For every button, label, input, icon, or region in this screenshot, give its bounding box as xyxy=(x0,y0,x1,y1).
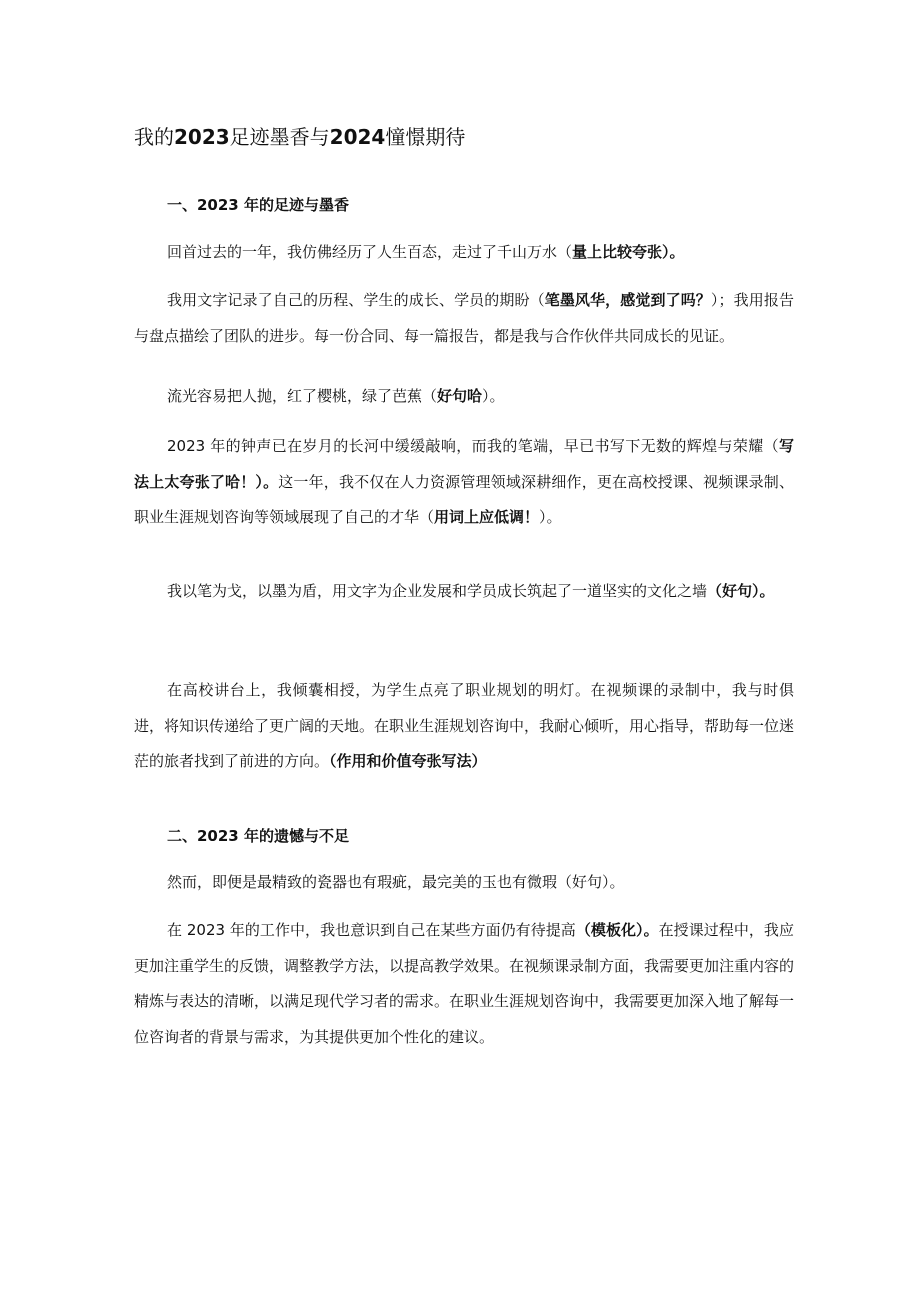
annotation-note: 笔墨风华，感觉到了吗？ xyxy=(544,291,711,309)
annotation-note: 写法上太夸张了哈！）。 xyxy=(134,437,794,491)
title-part1: 我的 xyxy=(134,125,174,149)
section1-paragraph-1: 回首过去的一年，我仿佛经历了人生百态，走过了千山万水（量上比较夸张）。 xyxy=(167,243,685,261)
title-year1: 2023 xyxy=(174,125,230,149)
section1-paragraph-3: 流光容易把人抛，红了樱桃，绿了芭蕉（好句哈）。 xyxy=(167,387,505,405)
section1-paragraph-4: 2023 年的钟声已在岁月的长河中缓缓敲响，而我的笔端，早已书写下无数的辉煌与荣耀（写法上太夸张了哈！）。这一年，我不仅在人力资源管理领域深耕细作，更在高校授课、视频课录制、职业生涯规划咨询等领域展现了自己的才华（用词上应低调！）。 xyxy=(134,437,794,526)
section2-paragraph-1: 然而，即便是最精致的瓷器也有瑕疵，最完美的玉也有微瑕（好句）。 xyxy=(167,873,625,891)
annotation-note: （模板化）。 xyxy=(575,921,659,939)
section1-paragraph-2: 我用文字记录了自己的历程、学生的成长、学员的期盼（笔墨风华，感觉到了吗？）；我用报告与盘点描绘了团队的进步。每一份合同、每一篇报告，都是我与合作伙伴共同成长的见证。 xyxy=(134,291,794,345)
section1-paragraph-5: 我以笔为戈，以墨为盾，用文字为企业发展和学员成长筑起了一道坚实的文化之墙（好句）。 xyxy=(167,582,775,600)
title-part3: 憧憬期待 xyxy=(385,125,466,149)
annotation-note: （作用和价值夸张写法） xyxy=(329,752,487,770)
annotation-note: 用词上应低调！ xyxy=(434,508,540,526)
annotation-note: 好句哈 xyxy=(437,387,483,405)
page-title xyxy=(134,124,834,150)
section2-heading: 二、2023 年的遗憾与不足 xyxy=(167,827,349,845)
annotation-note: （好句）。 xyxy=(707,582,775,600)
title-part2: 足迹墨香与 xyxy=(229,125,330,149)
title-year2: 2024 xyxy=(329,125,386,149)
annotation-note: 量上比较夸张）。 xyxy=(572,243,685,261)
section1-heading: 一、2023 年的足迹与墨香 xyxy=(167,196,349,214)
section1-paragraph-6: 在高校讲台上，我倾囊相授，为学生点亮了职业规划的明灯。在视频课的录制中，我与时俱进，将知识传递给了更广阔的天地。在职业生涯规划咨询中，我耐心倾听，用心指导，帮助每一位迷茫的旅者找到了前进的方向。（作用和价值夸张写法） xyxy=(134,681,795,770)
section2-paragraph-2: 在 2023 年的工作中，我也意识到自己在某些方面仍有待提高（模板化）。在授课过程中，我应更加注重学生的反馈，调整教学方法，以提高教学效果。在视频课录制方面，我需要更加注重内容的精炼与表达的清晰，以满足现代学习者的需求。在职业生涯规划咨询中，我需要更加深入地了解每一位咨询者的背景与需求，为其提供更加个性化的建议。 xyxy=(134,921,795,1046)
